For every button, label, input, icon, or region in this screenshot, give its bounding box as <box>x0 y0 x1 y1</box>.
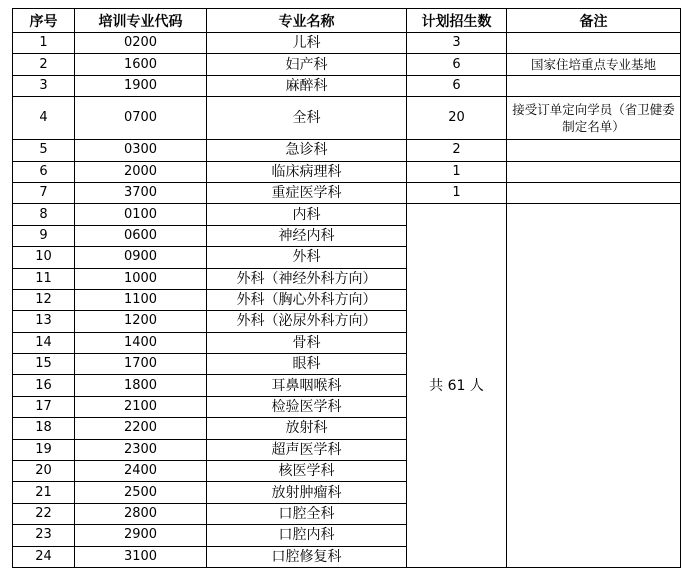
cell-code: 1000 <box>75 268 207 289</box>
cell-name: 儿科 <box>207 33 407 54</box>
cell-note <box>507 75 681 96</box>
table-row <box>13 204 681 225</box>
cell-code: 1400 <box>75 332 207 353</box>
cell-name: 口腔全科 <box>207 503 407 524</box>
cell-name: 外科（泌尿外科方向） <box>207 311 407 332</box>
cell-code: 1900 <box>75 75 207 96</box>
cell-code: 0600 <box>75 225 207 246</box>
cell-no: 2 <box>13 54 75 75</box>
cell-no: 8 <box>13 204 75 225</box>
cell-name: 重症医学科 <box>207 182 407 203</box>
header-row <box>13 9 681 33</box>
cell-no: 4 <box>13 97 75 140</box>
cell-note <box>507 161 681 182</box>
cell-code: 1800 <box>75 375 207 396</box>
cell-name: 眼科 <box>207 354 407 375</box>
cell-note: 接受订单定向学员（省卫健委制定名单） <box>507 97 681 140</box>
header-plan: 计划招生数 <box>407 9 507 33</box>
cell-name: 外科（神经外科方向） <box>207 268 407 289</box>
cell-code: 3700 <box>75 182 207 203</box>
cell-name: 骨科 <box>207 332 407 353</box>
table-row <box>13 182 681 203</box>
cell-no: 21 <box>13 482 75 503</box>
header-code: 培训专业代码 <box>75 9 207 33</box>
table-row <box>13 54 681 75</box>
cell-note <box>507 140 681 161</box>
enrollment-table <box>12 8 681 568</box>
cell-name: 全科 <box>207 97 407 140</box>
cell-code: 2100 <box>75 396 207 417</box>
cell-code: 1100 <box>75 289 207 310</box>
header-no: 序号 <box>13 9 75 33</box>
table-row <box>13 33 681 54</box>
cell-no: 20 <box>13 461 75 482</box>
cell-no: 16 <box>13 375 75 396</box>
cell-name: 放射肿瘤科 <box>207 482 407 503</box>
cell-no: 9 <box>13 225 75 246</box>
cell-note <box>507 33 681 54</box>
cell-code: 2500 <box>75 482 207 503</box>
cell-code: 2400 <box>75 461 207 482</box>
cell-no: 14 <box>13 332 75 353</box>
cell-name: 临床病理科 <box>207 161 407 182</box>
cell-code: 0100 <box>75 204 207 225</box>
cell-name: 检验医学科 <box>207 396 407 417</box>
cell-no: 12 <box>13 289 75 310</box>
cell-no: 22 <box>13 503 75 524</box>
cell-name: 口腔内科 <box>207 525 407 546</box>
cell-plan: 1 <box>407 182 507 203</box>
cell-code: 2800 <box>75 503 207 524</box>
cell-code: 1600 <box>75 54 207 75</box>
cell-no: 17 <box>13 396 75 417</box>
cell-name: 急诊科 <box>207 140 407 161</box>
table-row <box>13 140 681 161</box>
cell-plan: 2 <box>407 140 507 161</box>
cell-code: 2300 <box>75 439 207 460</box>
cell-plan: 6 <box>407 54 507 75</box>
cell-name: 外科（胸心外科方向） <box>207 289 407 310</box>
cell-name: 核医学科 <box>207 461 407 482</box>
cell-note <box>507 182 681 203</box>
cell-no: 18 <box>13 418 75 439</box>
table-row <box>13 97 681 140</box>
cell-no: 19 <box>13 439 75 460</box>
cell-note-merged <box>507 204 681 568</box>
cell-code: 0700 <box>75 97 207 140</box>
cell-no: 5 <box>13 140 75 161</box>
cell-name: 超声医学科 <box>207 439 407 460</box>
cell-name: 妇产科 <box>207 54 407 75</box>
table-row <box>13 75 681 96</box>
header-note: 备注 <box>507 9 681 33</box>
cell-code: 2200 <box>75 418 207 439</box>
header-name: 专业名称 <box>207 9 407 33</box>
cell-plan: 6 <box>407 75 507 96</box>
cell-no: 23 <box>13 525 75 546</box>
cell-note: 国家住培重点专业基地 <box>507 54 681 75</box>
cell-code: 0300 <box>75 140 207 161</box>
cell-no: 11 <box>13 268 75 289</box>
cell-code: 1200 <box>75 311 207 332</box>
cell-no: 6 <box>13 161 75 182</box>
cell-no: 10 <box>13 247 75 268</box>
cell-code: 2000 <box>75 161 207 182</box>
cell-no: 15 <box>13 354 75 375</box>
cell-name: 神经内科 <box>207 225 407 246</box>
cell-plan: 3 <box>407 33 507 54</box>
cell-code: 0900 <box>75 247 207 268</box>
cell-plan: 1 <box>407 161 507 182</box>
table-body <box>13 33 681 568</box>
cell-no: 1 <box>13 33 75 54</box>
cell-name: 外科 <box>207 247 407 268</box>
cell-no: 24 <box>13 546 75 567</box>
cell-no: 3 <box>13 75 75 96</box>
cell-no: 7 <box>13 182 75 203</box>
cell-plan: 20 <box>407 97 507 140</box>
cell-code: 0200 <box>75 33 207 54</box>
cell-code: 1700 <box>75 354 207 375</box>
cell-plan-merged: 共 61 人 <box>407 204 507 568</box>
cell-name: 耳鼻咽喉科 <box>207 375 407 396</box>
cell-name: 放射科 <box>207 418 407 439</box>
cell-code: 3100 <box>75 546 207 567</box>
cell-no: 13 <box>13 311 75 332</box>
cell-code: 2900 <box>75 525 207 546</box>
enrollment-table-container <box>12 8 681 568</box>
cell-name: 内科 <box>207 204 407 225</box>
cell-name: 麻醉科 <box>207 75 407 96</box>
cell-name: 口腔修复科 <box>207 546 407 567</box>
table-row <box>13 161 681 182</box>
